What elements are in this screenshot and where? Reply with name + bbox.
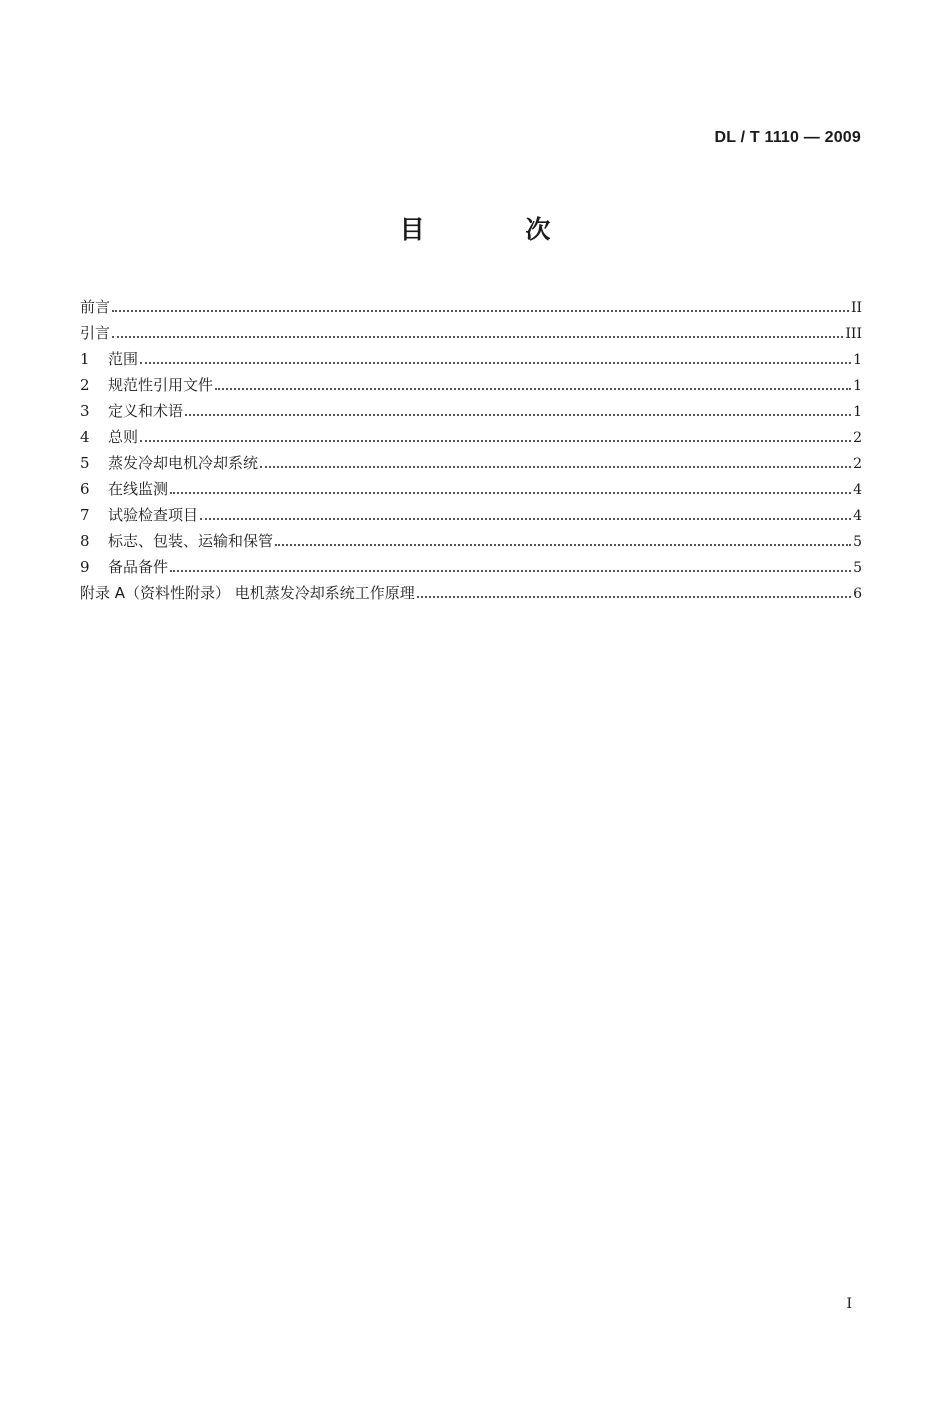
- toc-entry-number: 1: [80, 350, 90, 368]
- toc-entry-number: 2: [80, 376, 90, 394]
- toc-leader-dots: [140, 362, 851, 364]
- toc-leader-dots: [112, 336, 843, 338]
- toc-entry[interactable]: [80, 450, 862, 476]
- toc-entry-number: 9: [80, 558, 90, 576]
- toc-entry-number: 4: [80, 428, 90, 446]
- toc-leader-dots: [215, 388, 851, 390]
- toc-entry-number: 3: [80, 402, 90, 420]
- toc-entry-page: 1: [853, 404, 862, 420]
- toc-entry-page: 1: [853, 352, 862, 368]
- toc-entry-label: 范围: [108, 350, 139, 368]
- toc-entry-label: 附录 A（资料性附录） 电机蒸发冷却系统工作原理: [80, 584, 415, 602]
- table-of-contents: [80, 294, 862, 606]
- toc-entry-label: 在线监测: [108, 480, 169, 498]
- toc-leader-dots: [170, 570, 851, 572]
- toc-entry-page: 6: [853, 586, 862, 602]
- toc-entry-label: 前言: [80, 298, 111, 316]
- toc-entry[interactable]: [80, 424, 862, 450]
- toc-entry-page: 5: [853, 534, 862, 550]
- toc-entry-number: 8: [80, 532, 90, 550]
- toc-leader-dots: [200, 518, 851, 520]
- toc-entry-page: 2: [853, 430, 862, 446]
- toc-entry[interactable]: [80, 294, 862, 320]
- toc-entry-label: 试验检查项目: [108, 506, 199, 524]
- toc-entry[interactable]: [80, 476, 862, 502]
- toc-entry[interactable]: [80, 372, 862, 398]
- toc-entry-label: 备品备件: [108, 558, 169, 576]
- toc-leader-dots: [417, 596, 851, 598]
- toc-entry[interactable]: [80, 580, 862, 606]
- toc-entry-label: 引言: [80, 324, 111, 342]
- toc-entry-label: 规范性引用文件: [108, 376, 214, 394]
- toc-entry-label: 蒸发冷却电机冷却系统: [108, 454, 259, 472]
- toc-entry[interactable]: [80, 528, 862, 554]
- toc-entry-number: 7: [80, 506, 90, 524]
- toc-leader-dots: [260, 466, 851, 468]
- toc-entry-page: 2: [853, 456, 862, 472]
- toc-entry-page: 5: [853, 560, 862, 576]
- toc-entry-label: 标志、包装、运输和保管: [108, 532, 274, 550]
- toc-entry-number: 5: [80, 454, 90, 472]
- page-number: I: [846, 1296, 852, 1312]
- toc-entry[interactable]: [80, 346, 862, 372]
- toc-entry[interactable]: [80, 320, 862, 346]
- document-code: DL / T 1110 — 2009: [714, 129, 861, 146]
- toc-entry-label: 定义和术语: [108, 402, 184, 420]
- toc-leader-dots: [112, 310, 849, 312]
- toc-entry-label: 总则: [108, 428, 139, 446]
- toc-leader-dots: [275, 544, 851, 546]
- toc-entry-number: 6: [80, 480, 90, 498]
- toc-entry-page: III: [845, 326, 862, 342]
- toc-entry-page: 4: [853, 482, 862, 498]
- toc-leader-dots: [185, 414, 851, 416]
- page-title: 目 次: [399, 215, 597, 244]
- toc-entry-page: 1: [853, 378, 862, 394]
- toc-entry[interactable]: [80, 502, 862, 528]
- toc-entry[interactable]: [80, 398, 862, 424]
- toc-entry-page: II: [850, 300, 862, 316]
- toc-leader-dots: [170, 492, 851, 494]
- toc-entry[interactable]: [80, 554, 862, 580]
- toc-leader-dots: [140, 440, 851, 442]
- toc-entry-page: 4: [853, 508, 862, 524]
